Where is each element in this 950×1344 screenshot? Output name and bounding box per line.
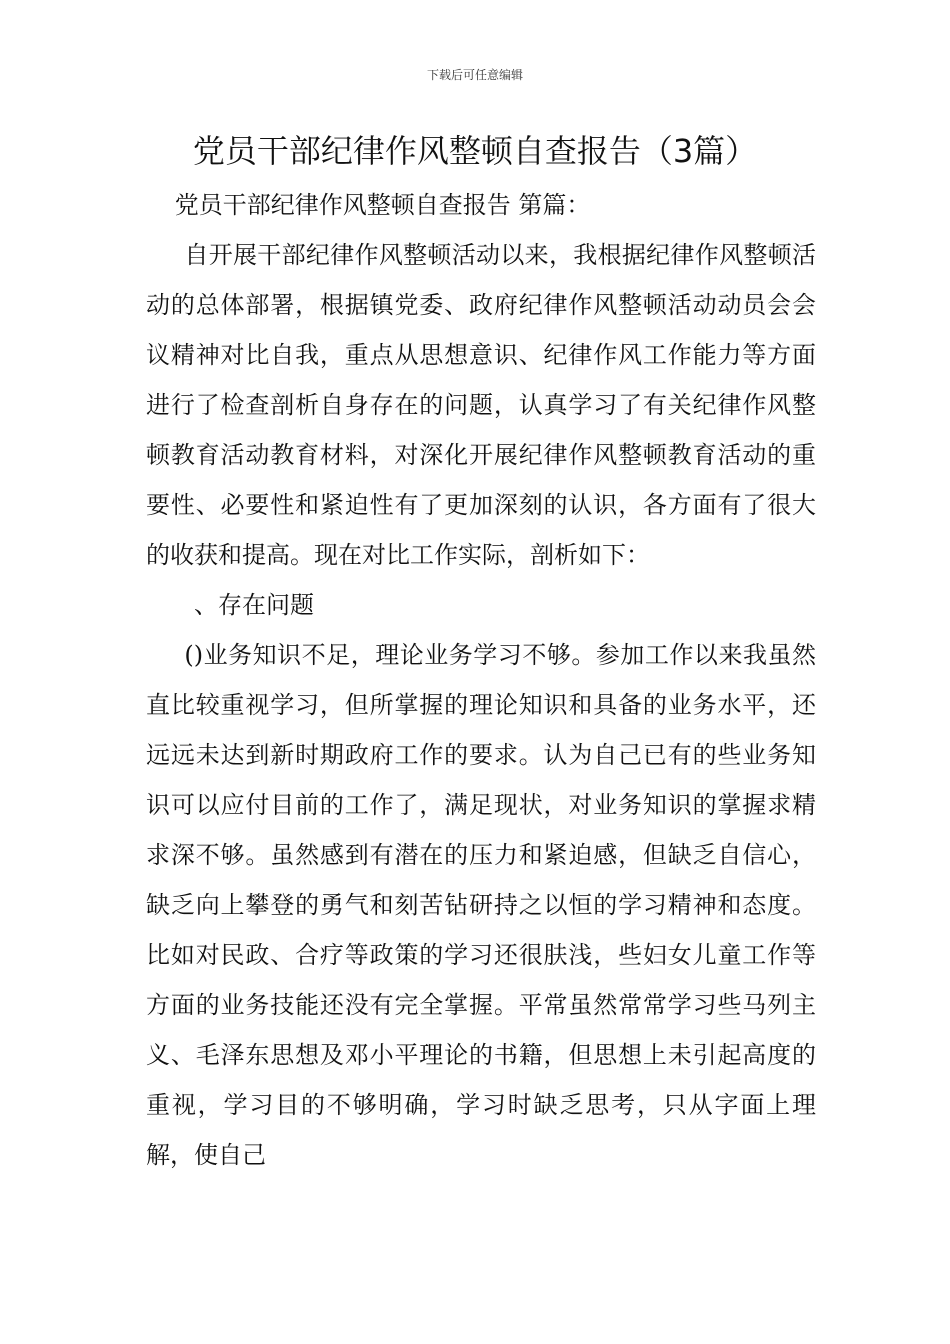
paragraph-problem-1: ()业务知识不足，理论业务学习不够。参加工作以来我虽然直比较重视学习，但所掌握的理论知识和具备的业务水平，还远远未达到新时期政府工作的要求。认为自己已有的些业务知识可以应付目前的工作了，满足现状，对业务知识的掌握求精求深不够。虽然感到有潜在的压力和紧迫感，但缺乏自信心，缺乏向上攀登的勇气和刻苦钻研持之以恒的学习精神和态度。比如对民政、合疗等政策的学习还很肤浅，些妇女儿童工作等方面的业务技能还没有完全掌握。平常虽然常常学习些马列主义、毛泽东思想及邓小平理论的书籍，但思想上未引起高度的重视，学习目的不够明确，学习时缺乏思考，只从字面上理解，使自己 bbox=[146, 641, 816, 1169]
section-heading-problems: 、存在问题 bbox=[194, 591, 314, 619]
document-title: 党员干部纪律作风整顿自查报告（3篇） bbox=[192, 132, 758, 170]
paragraph-intro: 自开展干部纪律作风整顿活动以来，我根据纪律作风整顿活动的总体部署，根据镇党委、政府纪律作风整顿活动动员会会议精神对比自我，重点从思想意识、纪律作风工作能力等方面进行了检查剖析自身存在的问题，认真学习了有关纪律作风整顿教育活动教育材料，对深化开展纪律作风整顿教育活动的重要性、必要性和紧迫性有了更加深刻的认识，各方面有了很大的收获和提高。现在对比工作实际，剖析如下： bbox=[146, 241, 816, 569]
document-body bbox=[146, 180, 816, 1180]
header-note: 下载后可任意编辑 bbox=[426, 68, 523, 82]
document-subtitle: 党员干部纪律作风整顿自查报告 第篇： bbox=[174, 191, 591, 219]
